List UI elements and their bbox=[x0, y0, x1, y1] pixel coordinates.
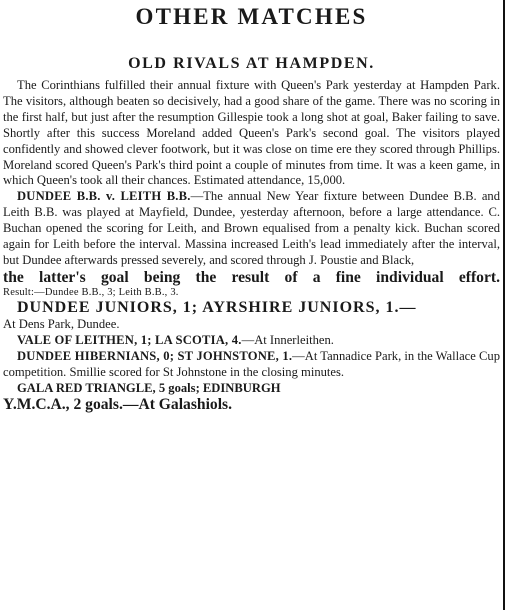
hibs-report bbox=[3, 349, 500, 381]
dundee-bb-body: —The annual New Year fixture between Dundee B.B. and Leith B.B. was played at Mayfield, Dundee, yesterday afternoon, before a large attendance. C. Buchan opened the scoring for Leith, and Brown equalised from a penalty kick. Buchan scored again for Leith before the interval. Massina increased Leith's lead immediately after the interval, but Dundee afterwards pressed severely, and scored through J. Poustie and Black, bbox=[3, 189, 500, 267]
hampden-report: The Corinthians fulfilled their annual fixture with Queen's Park yesterday at Hampden Park. The visitors, although beaten so decisively, had a good share of the game. There was no scoring in the first half, but just after the resumption Gillespie took a long shot at goal, Baker failing to save. Shortly after this success Moreland added Queen's Park's second goal. The visitors played confidently and showed clever footwork, but it was close on time ere they scored through Phillips. Moreland scored Queen's Park's third point a couple of minutes from time. It was a keen game, in which Queen's took all their chances. Estimated attendance, 15,000. bbox=[3, 78, 500, 188]
hibs-lead: DUNDEE HIBERNIANS, 0; ST JOHNSTONE, 1. bbox=[17, 348, 293, 363]
gala-headline: GALA RED TRIANGLE, 5 goals; EDINBURGH bbox=[17, 380, 281, 395]
vale-lead: VALE OF LEITHEN, 1; LA SCOTIA, 4. bbox=[17, 332, 242, 347]
juniors-headline: DUNDEE JUNIORS, 1; AYRSHIRE JUNIORS, 1.— bbox=[17, 298, 417, 316]
article-subheading: OLD RIVALS AT HAMPDEN. bbox=[128, 55, 375, 72]
section-heading: OTHER MATCHES bbox=[135, 4, 368, 29]
juniors-venue: At Dens Park, Dundee. bbox=[3, 316, 120, 331]
vale-body: —At Innerleithen. bbox=[241, 332, 334, 347]
vale-report bbox=[3, 333, 500, 349]
dundee-bb-result: Result:—Dundee B.B., 3; Leith B.B., 3. bbox=[3, 286, 179, 298]
dundee-bb-lead: DUNDEE B.B. v. LEITH B.B. bbox=[17, 189, 191, 204]
hibs-body: —At Tannadice Park, in the Wallace Cup competition. Smillie scored for St Johnstone in the closing minutes. bbox=[3, 348, 500, 379]
dundee-bb-report bbox=[3, 189, 500, 269]
dundee-bb-final-line: the latter's goal being the result of a fine individual effort. bbox=[3, 268, 500, 286]
gala-result: Y.M.C.A., 2 goals.—At Galashiols. bbox=[3, 396, 233, 414]
